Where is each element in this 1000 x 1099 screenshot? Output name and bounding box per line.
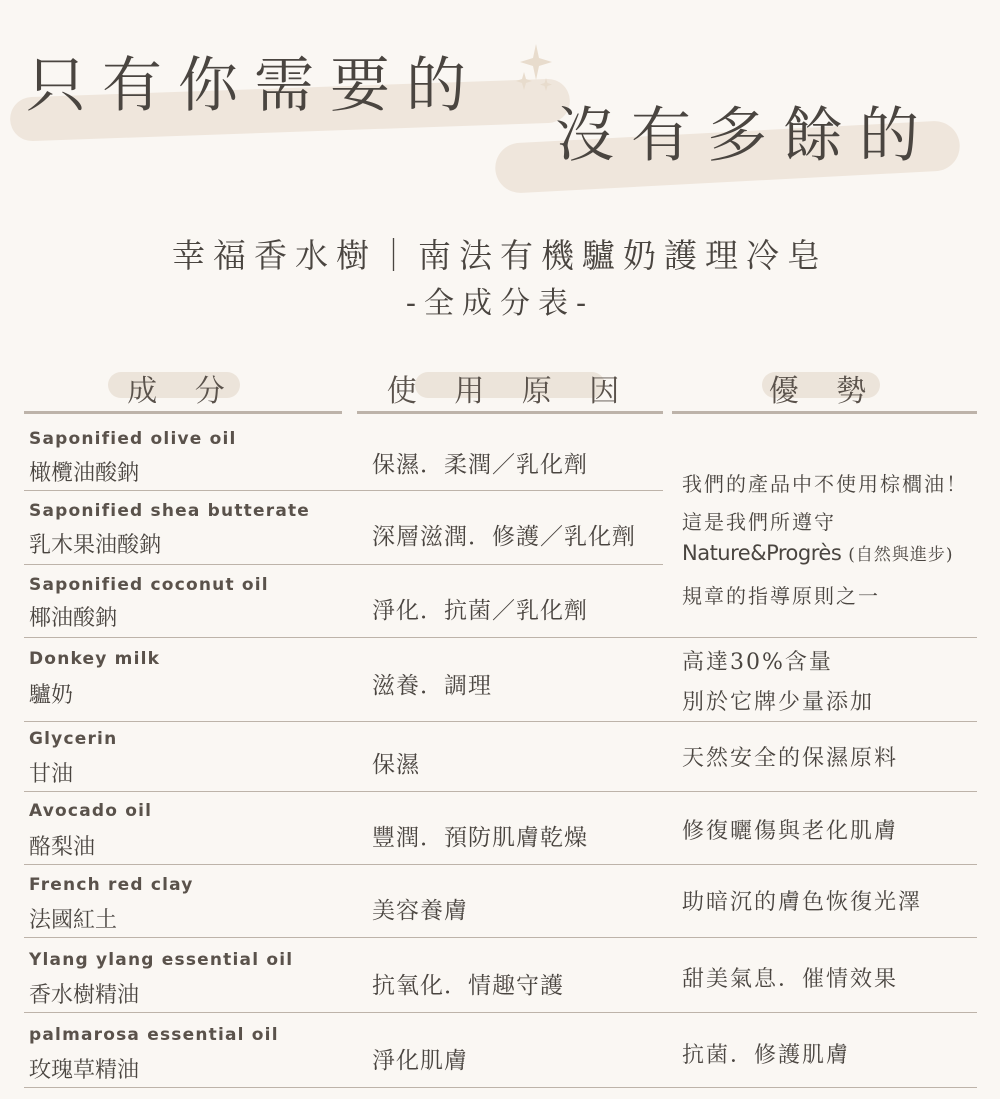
ingredient-chinese-name: 橄欖油酸鈉 (29, 461, 140, 486)
advantage-text: 甜美氣息．催情效果 (682, 967, 899, 992)
usage-reason: 淨化肌膚 (372, 1048, 468, 1074)
ingredient-english-name: Saponified olive oil (29, 429, 237, 449)
advantage-text (682, 540, 954, 566)
ingredient-chinese-name: 驢奶 (29, 683, 74, 708)
ingredient-english-name: Donkey milk (29, 649, 161, 669)
ingredient-english-name: palmarosa essential oil (29, 1025, 279, 1045)
usage-reason: 抗氧化．情趣守護 (372, 973, 564, 999)
row-divider (24, 721, 977, 722)
row-divider (24, 1012, 977, 1013)
usage-reason: 豐潤．預防肌膚乾燥 (372, 825, 588, 851)
row-divider (24, 864, 977, 865)
ingredient-chinese-name: 甘油 (29, 762, 74, 787)
advantage-text: 天然安全的保濕原料 (682, 746, 899, 771)
headline-line-1: 只有你需要的 (26, 51, 482, 121)
headline-line-2: 沒有多餘的 (555, 101, 935, 171)
ingredients-subtitle: -全成分表- (405, 286, 595, 321)
usage-reason: 淨化．抗菌／乳化劑 (372, 598, 588, 624)
row-divider (24, 564, 663, 565)
ingredient-chinese-name: 香水樹精油 (29, 983, 140, 1008)
ingredient-english-name: Glycerin (29, 729, 118, 749)
nature-progres-note: (自然與進步) (848, 545, 954, 565)
nature-progres-brand: Nature&Progrès (682, 541, 842, 565)
column-header-rule (672, 411, 977, 414)
advantage-text: 這是我們所遵守 (682, 510, 836, 534)
ingredient-english-name: Avocado oil (29, 801, 153, 821)
column-header-advantage (672, 366, 977, 416)
column-header-reason (357, 366, 663, 416)
advantage-text: 修復曬傷與老化肌膚 (682, 819, 899, 844)
advantage-text: 我們的產品中不使用棕櫚油！ (682, 472, 968, 496)
ingredient-english-name: Saponified coconut oil (29, 575, 269, 595)
row-divider (24, 490, 663, 491)
usage-reason: 深層滋潤．修護／乳化劑 (372, 524, 636, 550)
ingredient-chinese-name: 玫瑰草精油 (29, 1058, 140, 1083)
advantage-text: 別於它牌少量添加 (682, 690, 875, 715)
column-header-label: 優 勢 (768, 374, 881, 409)
ingredient-chinese-name: 酪梨油 (29, 835, 96, 860)
row-divider (24, 937, 977, 938)
column-header-ingredient (24, 366, 342, 416)
row-divider (24, 637, 977, 638)
usage-reason: 滋養．調理 (372, 673, 492, 699)
column-header-rule (357, 411, 663, 414)
row-divider (24, 1087, 977, 1088)
advantage-text: 抗菌．修護肌膚 (682, 1043, 851, 1068)
usage-reason: 保濕 (372, 752, 420, 778)
ingredient-chinese-name: 乳木果油酸鈉 (29, 533, 162, 558)
ingredient-english-name: Saponified shea butterate (29, 501, 311, 521)
ingredient-english-name: Ylang ylang essential oil (29, 950, 294, 970)
advantage-text: 高達30%含量 (682, 650, 833, 675)
advantage-text: 規章的指導原則之一 (682, 584, 880, 608)
product-subtitle: 幸福香水樹｜南法有機驢奶護理冷皂 (172, 236, 828, 275)
advantage-text: 助暗沉的膚色恢復光澤 (682, 890, 923, 915)
column-header-label: 使 用 原 因 (386, 374, 634, 409)
ingredient-english-name: French red clay (29, 875, 194, 895)
sparkle-icon (512, 42, 560, 98)
ingredient-chinese-name: 法國紅土 (29, 908, 118, 933)
row-divider (24, 791, 977, 792)
column-header-label: 成 分 (127, 374, 239, 409)
column-header-rule (24, 411, 342, 414)
ingredient-chinese-name: 椰油酸鈉 (29, 606, 118, 631)
usage-reason: 保濕．柔潤／乳化劑 (372, 452, 588, 478)
usage-reason: 美容養膚 (372, 898, 468, 924)
